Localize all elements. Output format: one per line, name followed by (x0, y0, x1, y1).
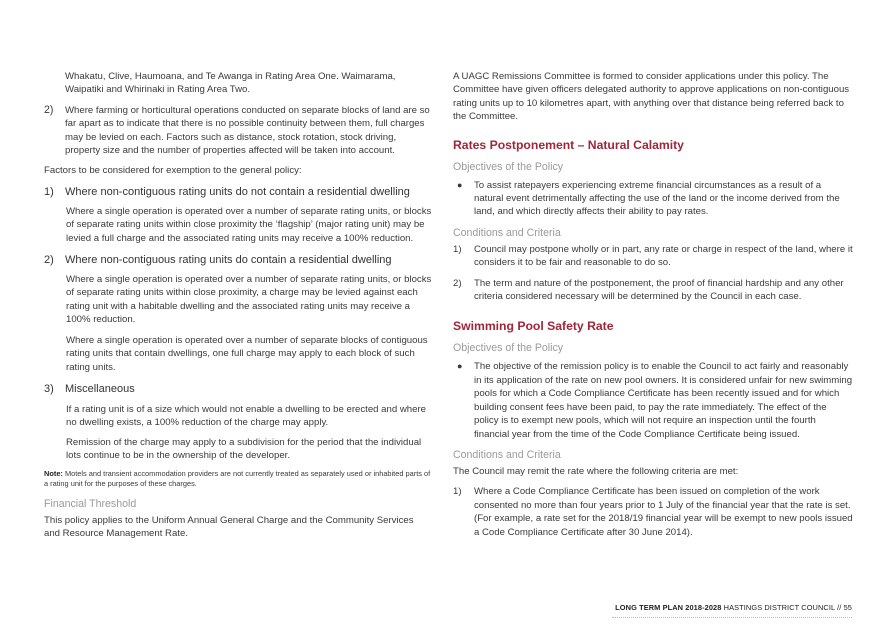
factor-title: Where non-contiguous rating units do contain a residential dwelling (65, 254, 392, 267)
left-column (44, 70, 432, 540)
footer-rule (612, 617, 852, 618)
factor-number: 1) (44, 185, 54, 198)
factor-heading-2 (44, 253, 432, 267)
list-item (453, 243, 853, 270)
list-item (457, 360, 853, 440)
objectives-heading: Objectives of the Policy (453, 160, 564, 173)
section-title-rates-postponement: Rates Postponement – Natural Calamity (453, 137, 684, 152)
conditions-heading: Conditions and Criteria (453, 226, 561, 239)
list-item (453, 277, 853, 304)
factor-title: Miscellaneous (65, 382, 135, 395)
factor-heading-3 (44, 382, 432, 396)
item-number: 2) (453, 277, 462, 289)
factors-intro: Factors to be considered for exemption to the general policy: (44, 165, 302, 177)
factor-number: 3) (44, 382, 54, 395)
financial-threshold-heading: Financial Threshold (44, 497, 137, 510)
section-title-swimming-pool: Swimming Pool Safety Rate (453, 319, 614, 334)
footer-plan: LONG TERM PLAN 2018-2028 (615, 603, 722, 612)
conditions-heading: Conditions and Criteria (453, 448, 561, 461)
criteria-intro: The Council may remit the rate where the following criteria are met: (453, 465, 739, 477)
factor-3-text-1: If a rating unit is of a size which would not enable a dwelling to be erected and where no dwelling exists, a 100% reduction of the charge may apply. (66, 403, 426, 429)
list-item (457, 179, 853, 219)
footer-council-page: HASTINGS DISTRICT COUNCIL // 55 (721, 603, 852, 612)
factor-3-text-2: Remission of the charge may apply to a subdivision for the period that the individual lots continue to be in the ownership of the developer. (66, 436, 422, 462)
note-label: Note: (44, 468, 63, 478)
item-number: 1) (453, 243, 462, 255)
committee-paragraph: A UAGC Remissions Committee is formed to consider applications under this policy. The Committee have given officers delegated authority to approve applications on non-contiguous rating units up to 10 kilometres apart, with anything over that distance being referred back to the Committee. (453, 71, 850, 123)
item-text: Council may postpone wholly or in part, any rate or charge in respect of the land, where it considers it to be fair and reasonable to do so. (474, 243, 853, 269)
item-number: 2) (44, 103, 54, 116)
bullet-icon: ● (457, 179, 463, 190)
item-text: Where farming or horticultural operations conducted on separate blocks of land are so far apart as to indicate that there is no possible continuity between them, full charges may be levied on each. Factors such as distance, stock rotation, stock driving, property size and the number of properties affected will be taken into account. (65, 104, 430, 157)
objectives-heading: Objectives of the Policy (453, 342, 564, 355)
list-item (453, 485, 853, 539)
right-column (453, 70, 853, 539)
factor-heading-1 (44, 185, 432, 199)
factor-2-text-1: Where a single operation is operated over a number of separate rating units, or blocks of separate rating units within close proximity, a charge may be levied against each rating unit with a habitable dwelling and the associated rating units may receive a 100% reduction. (66, 274, 432, 326)
factor-title: Where non-contiguous rating units do not contain a residential dwelling (65, 185, 410, 198)
factor-number: 2) (44, 254, 54, 267)
bullet-text: The objective of the remission policy is to enable the Council to act fairly and reasonably in its application of the rate on new pool owners. It is considered unfair for new swimming pools for which a Code Compliance Certificate has been recently issued and for which building consent fees have been paid, to pay the rate immediately. The effect of the policy is to exempt new pools, which will not require an inspection until the fourth financial year from the time of the Code Compliance Certificate being issued. (474, 361, 853, 440)
factor-1-text: Where a single operation is operated over a number of separate rating units, or blocks of separate rating units within close proximity the ‘flagship’ (major rating unit) may be levied a full charge and the associated rating units may receive a 100% reduction. (66, 205, 432, 244)
item-number: 1) (453, 486, 462, 498)
factor-2-text-2: Where a single operation is operated over a number of separate blocks of contiguous rating units that contain dwellings, one full charge may apply to each block of such rating units. (66, 334, 428, 373)
bullet-icon: ● (457, 361, 463, 372)
item-text: Where a Code Compliance Certificate has been issued on completion of the work consented no more than four years prior to 1 July of the financial year that the rate is set. (For example, a rate set for the 2018/19 financial year will be exempt to new pools issued a Code Compliance Certificate after 30 June 2014). (474, 486, 853, 538)
financial-threshold-text: This policy applies to the Uniform Annual General Charge and the Community Services and Resource Management Rate. (44, 514, 414, 539)
list-item (44, 104, 432, 158)
continued-paragraph: Whakatu, Clive, Haumoana, and Te Awanga in Rating Area One. Waimarama, Waipatiki and Whirinaki in Rating Area Two. (65, 71, 396, 96)
note (44, 469, 432, 489)
bullet-text: To assist ratepayers experiencing extreme financial circumstances as a result of a natural event detrimentally affecting the use of the land or the income derived from the land, and which directly affects their ability to pay rates. (474, 179, 840, 218)
item-text: The term and nature of the postponement, the proof of financial hardship and any other criteria considered necessary will be determined by the Council in each case. (474, 277, 844, 303)
page-footer (615, 603, 852, 612)
note-text: Motels and transient accommodation providers are not currently treated as separately used or inhabited parts of a rating unit for the purposes of these charges. (44, 468, 431, 488)
